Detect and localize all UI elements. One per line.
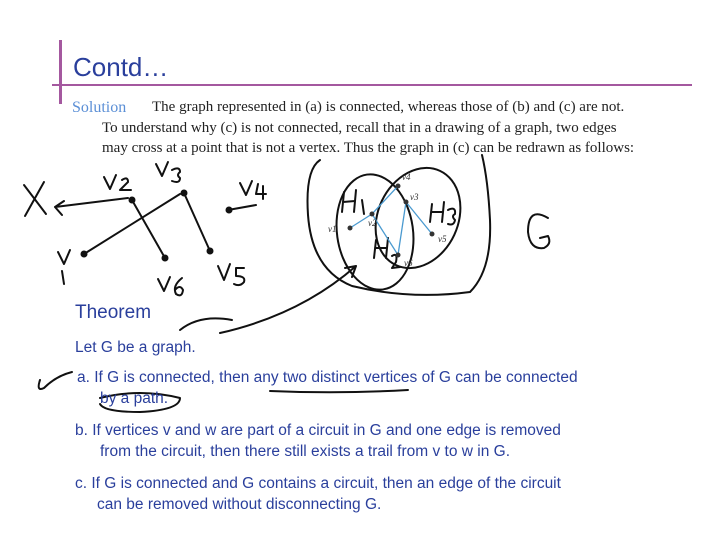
handwritten-v1 <box>58 250 70 284</box>
item-b-line-2: from the circuit, then there still exists a trail from v to w in G. <box>100 443 511 460</box>
figure-vertex-v2 <box>370 212 375 217</box>
handwritten-arrow-left <box>55 198 128 215</box>
figure-vertex-v5 <box>430 232 435 237</box>
theorem-heading: Theorem <box>75 302 152 323</box>
figure-vertex-v6 <box>396 253 401 258</box>
sketch-vertex-v1 <box>81 251 88 258</box>
handwritten-v2 <box>104 175 131 190</box>
figure-label-v4: v4 <box>402 172 411 182</box>
figure-vertex-v3 <box>404 200 409 205</box>
item-c-line-1: c. If G is connected and G contains a circuit, then an edge of the circuit <box>75 475 561 492</box>
solution-line-1: The graph represented in (a) is connected, whereas those of (b) and (c) are not. <box>152 99 625 115</box>
item-c-line-2: can be removed without disconnecting G. <box>97 496 382 513</box>
h2-outline <box>360 154 476 282</box>
figure-label-v2: v2 <box>368 218 377 228</box>
handwritten-v3 <box>156 162 180 182</box>
solution-label: Solution <box>72 99 127 116</box>
solution-line-3: may cross at a point that is not a vertex. Thus the graph in (c) can be redrawn as follows: <box>102 140 635 156</box>
slide-title: Contd… <box>73 52 169 82</box>
handwritten-h1 <box>342 190 364 214</box>
solution-line-2: To understand why (c) is not connected, recall that in a drawing of a graph, two edges <box>102 120 617 136</box>
handwritten-v5 <box>218 264 244 285</box>
sketch-edge-3 <box>184 193 210 251</box>
sketch-vertex-v4 <box>226 207 233 214</box>
theorem-intro: Let G be a graph. <box>75 339 196 356</box>
sketch-vertex-v5 <box>207 248 214 255</box>
sketch-vertex-v2 <box>129 197 136 204</box>
handwritten-v4 <box>240 181 266 199</box>
sketch-vertex-v6 <box>162 255 169 262</box>
figure-edge-v3-v5 <box>406 202 432 234</box>
figure-label-v5: v5 <box>438 234 447 244</box>
underline-connected <box>270 390 408 392</box>
handwritten-x <box>24 182 46 216</box>
figure-label-v6: v6 <box>404 258 413 268</box>
handwritten-h3 <box>430 202 455 225</box>
handwritten-v6 <box>158 277 183 295</box>
figure-vertex-v1 <box>348 226 353 231</box>
figure-edge-v3-v6 <box>398 202 406 255</box>
sketch-edge-2 <box>132 200 165 258</box>
sketch-vertex-v3 <box>181 190 188 197</box>
handwritten-g <box>528 214 549 248</box>
ink-curve-left <box>180 318 232 330</box>
checkmark <box>39 372 72 389</box>
figure-label-v3: v3 <box>410 192 419 202</box>
figure-label-v1: v1 <box>328 224 337 234</box>
item-b-line-1: b. If vertices v and w are part of a circuit in G and one edge is removed <box>75 422 561 439</box>
item-a-line-1: a. If G is connected, then any two distinct vertices of G can be connected <box>77 369 578 386</box>
item-a-line-2: by a path. <box>100 390 169 407</box>
figure-vertex-v4 <box>396 184 401 189</box>
figure-edge-v2-v4 <box>372 186 398 214</box>
